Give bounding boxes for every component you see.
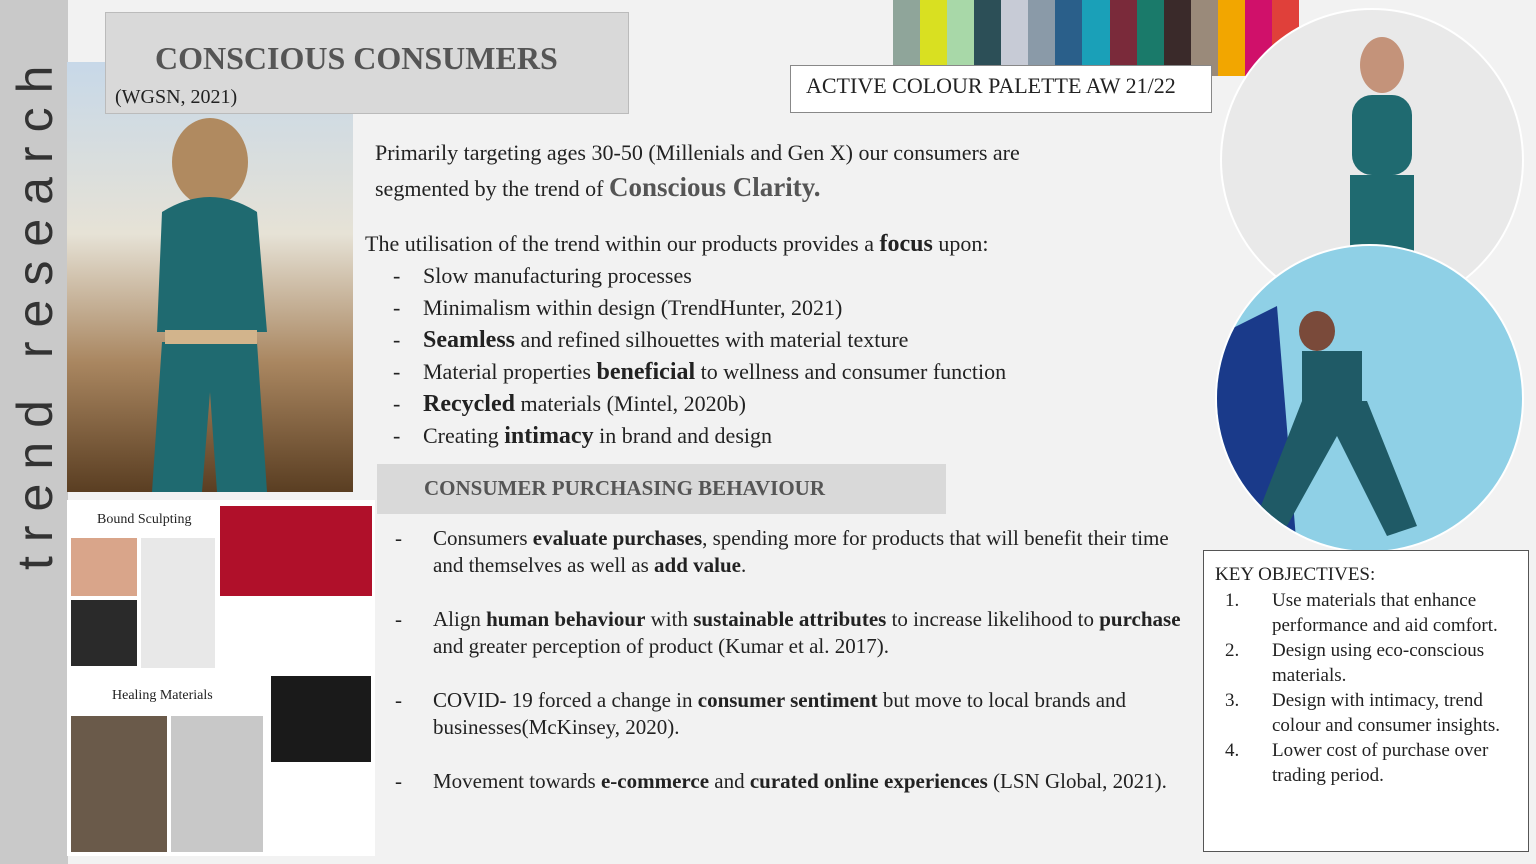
model-field-photo [67,62,353,492]
key-objectives-title: KEY OBJECTIVES: [1215,564,1376,585]
focus-item: - Recycled materials (Mintel, 2020b) [365,388,1185,420]
key-objectives-list [1225,588,1525,788]
page-title: CONSCIOUS CONSUMERS [155,40,558,76]
collage-photo [220,506,372,596]
intro-text [375,136,1175,206]
collage-title-bound: Bound Sculpting [97,512,192,527]
trend-highlight: Conscious Clarity. [609,172,821,202]
focus-item: - Material properties beneficial to wellness and consumer function [365,356,1185,388]
objective-item: 4. Lower cost of purchase over trading period. [1225,740,1489,786]
focus-item: - Slow manufacturing processes [365,260,1185,292]
intro-line: Primarily targeting ages 30-50 (Millenials and Gen X) our consumers are [375,140,1020,165]
model-stretch-circle [1215,244,1524,553]
collage-title-healing: Healing Materials [112,688,213,703]
palette-swatch [1218,0,1245,76]
objective-item: 3. Design with intimacy, trend colour and consumer insights. [1225,690,1500,736]
collage-photo [271,676,371,762]
behaviour-list [395,525,1195,822]
focus-lead-bold: focus [879,231,933,257]
focus-lead [365,228,1185,260]
trend-collage [67,500,375,856]
collage-photo [171,716,263,852]
collage-photo [71,600,137,666]
focus-section [365,228,1185,452]
behaviour-item: - Align human behaviour with sustainable attributes to increase likelihood to purchase and greater perception of product (Kumar et al. 2017). [395,606,1195,660]
palette-label: ACTIVE COLOUR PALETTE AW 21/22 [806,73,1176,98]
collage-photo [71,538,137,596]
behaviour-item: - COVID- 19 forced a change in consumer sentiment but move to local brands and businesses(McKinsey, 2020). [395,687,1195,741]
focus-item: - Minimalism within design (TrendHunter, 2021) [365,292,1185,324]
objective-item: 1. Use materials that enhance performance and aid comfort. [1225,590,1498,636]
behaviour-item: - Consumers evaluate purchases, spending more for products that will benefit their time and themselves as well as add value. [395,525,1195,579]
collage-photo [141,538,215,668]
focus-item: - Seamless and refined silhouettes with material texture [365,324,1185,356]
title-citation: (WGSN, 2021) [115,86,238,108]
vertical-title: trend research [7,51,63,570]
focus-lead-text: upon: [938,231,989,256]
focus-lead-text: The utilisation of the trend within our products provides a [365,231,874,256]
behaviour-title: CONSUMER PURCHASING BEHAVIOUR [424,476,825,500]
objective-item: 2. Design using eco-conscious materials. [1225,640,1485,686]
behaviour-item: - Movement towards e-commerce and curated online experiences (LSN Global, 2021). [395,768,1195,795]
focus-item: - Creating intimacy in brand and design [365,420,1185,452]
intro-line: segmented by the trend of [375,176,604,201]
collage-photo [71,716,167,852]
